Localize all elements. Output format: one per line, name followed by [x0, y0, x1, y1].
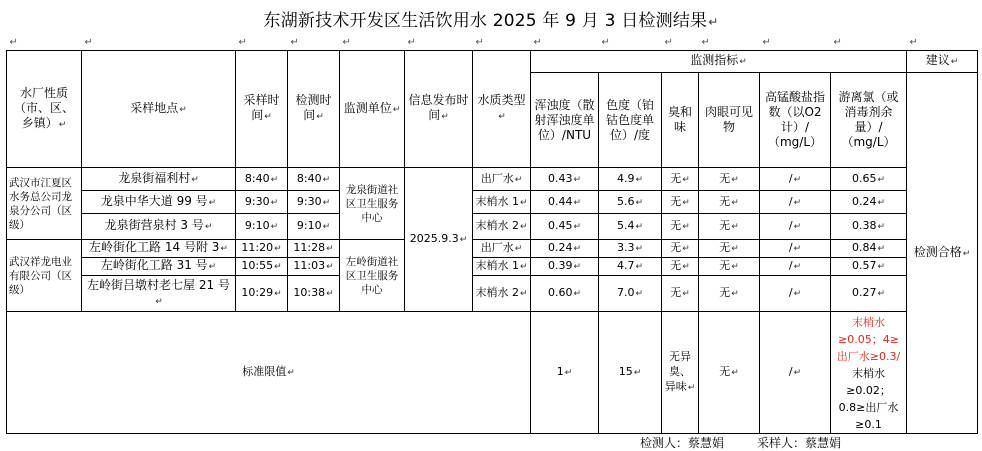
odor-cell: 无↵ — [662, 191, 699, 214]
sample-time-cell: 10:29↵ — [236, 276, 288, 312]
location-cell: 左岭街吕墩村老七屋 21 号↵ — [82, 276, 236, 312]
location-cell: 左岭街化工路 31 号↵ — [82, 258, 236, 276]
limit-turbidity: 1↵ — [531, 312, 599, 434]
table-row — [7, 276, 978, 312]
color-cell: 5.6↵ — [599, 191, 662, 214]
results-table — [6, 35, 978, 434]
limit-chlorine-red: 末梢水≥0.05；4≥出厂水≥0.3/ — [836, 316, 901, 363]
header-turbidity: 浑浊度（散射浑浊度单位）/NTU — [531, 73, 599, 168]
header-odor: 臭和味 — [662, 73, 699, 168]
test-time-cell: 8:40↵ — [288, 168, 340, 191]
table-row — [7, 168, 978, 191]
sample-time-cell: 9:10↵ — [236, 214, 288, 240]
header-permanganate: 高锰酸盐指数（以O2计）/（mg/L） — [760, 73, 831, 168]
limit-odor: 无异臭、异味↵ — [662, 312, 699, 434]
turbidity-cell: 0.43↵ — [531, 168, 599, 191]
table-row — [7, 191, 978, 214]
header-location: 采样地点↵ — [82, 51, 236, 168]
color-cell: 5.4↵ — [599, 214, 662, 240]
test-time-cell: 9:30↵ — [288, 191, 340, 214]
title-text: 东湖新技术开发区生活饮用水 2025 年 9 月 3 日检测结果 — [263, 11, 708, 31]
test-time-cell: 11:03↵ — [288, 258, 340, 276]
perm-cell: /↵ — [760, 191, 831, 214]
perm-cell: /↵ — [760, 214, 831, 240]
standard-limit-row — [7, 312, 978, 434]
visible-cell: 无↵ — [699, 214, 760, 240]
chlorine-cell: 0.38↵ — [831, 214, 907, 240]
table-row — [7, 214, 978, 240]
table-row — [7, 240, 978, 258]
chlorine-cell: 0.65↵ — [831, 168, 907, 191]
tester-signature: 检测人：蔡慧娟 — [640, 436, 725, 450]
header-row-1 — [7, 51, 978, 73]
location-cell: 龙泉中华大道 99 号↵ — [82, 191, 236, 214]
visible-cell: 无↵ — [699, 191, 760, 214]
limit-label: 标准限值↵ — [7, 312, 531, 434]
header-test-time: 检测时间↵ — [288, 51, 340, 168]
water-type-cell: 末梢水 1↵ — [473, 258, 531, 276]
turbidity-cell: 0.60↵ — [531, 276, 599, 312]
water-type-cell: 出厂水↵ — [473, 168, 531, 191]
turbidity-cell: 0.39↵ — [531, 258, 599, 276]
header-color: 色度（铂钴色度单位）/度 — [599, 73, 662, 168]
perm-cell: /↵ — [760, 258, 831, 276]
header-suggestion: 建议↵ — [907, 51, 978, 73]
chlorine-cell: 0.84↵ — [831, 240, 907, 258]
plant-2-name: 武汉祥龙电业有限公司（区级） — [7, 240, 82, 312]
chlorine-cell: 0.24↵ — [831, 191, 907, 214]
plant-2-unit: 左岭街道社区卫生服务中心 — [340, 240, 405, 312]
header-plant: 水厂性质（市、区、乡镇）↵ — [7, 51, 82, 168]
plant-1-name: 武汉市江夏区水务总公司龙泉分公司（区级） — [7, 168, 82, 240]
perm-cell: /↵ — [760, 168, 831, 191]
sample-time-cell: 11:20↵ — [236, 240, 288, 258]
turbidity-cell: 0.45↵ — [531, 214, 599, 240]
test-time-cell: 9:10↵ — [288, 214, 340, 240]
chlorine-cell: 0.27↵ — [831, 276, 907, 312]
odor-cell: 无↵ — [662, 168, 699, 191]
header-visible: 肉眼可见物 — [699, 73, 760, 168]
water-type-cell: 末梢水 2↵ — [473, 214, 531, 240]
limit-chlorine-black: 末梢水≥0.02；0.8≥出厂水≥0.1 — [838, 367, 899, 431]
location-cell: 左岭街化工路 14 号附 3↵ — [82, 240, 236, 258]
odor-cell: 无↵ — [662, 240, 699, 258]
header-sample-time: 采样时间↵ — [236, 51, 288, 168]
sample-time-cell: 10:55↵ — [236, 258, 288, 276]
turbidity-cell: 0.24↵ — [531, 240, 599, 258]
perm-cell: /↵ — [760, 276, 831, 312]
location-cell: 龙泉街营泉村 3 号↵ — [82, 214, 236, 240]
water-type-cell: 末梢水 1↵ — [473, 191, 531, 214]
test-time-cell: 11:28↵ — [288, 240, 340, 258]
header-publish: 信息发布时间↵ — [405, 51, 473, 168]
limit-perm: /↵ — [760, 312, 831, 434]
sample-time-cell: 9:30↵ — [236, 191, 288, 214]
visible-cell: 无↵ — [699, 276, 760, 312]
visible-cell: 无↵ — [699, 168, 760, 191]
water-type-cell: 出厂水↵ — [473, 240, 531, 258]
chlorine-cell: 0.57↵ — [831, 258, 907, 276]
location-cell: 龙泉街福利村↵ — [82, 168, 236, 191]
publish-date-cell: 2025.9.3↵ — [405, 168, 473, 312]
limit-visible: 无↵ — [699, 312, 760, 434]
visible-cell: 无↵ — [699, 240, 760, 258]
plant-1-unit: 龙泉街道社区卫生服务中心 — [340, 168, 405, 240]
header-water-type: 水质类型↵ — [473, 51, 531, 168]
perm-cell: /↵ — [760, 240, 831, 258]
color-cell: 3.3↵ — [599, 240, 662, 258]
cell-marker-row: ↵ ↵ ↵ ↵ ↵ ↵ ↵ ↵ ↵ ↵ ↵ ↵ ↵ ↵ — [7, 35, 978, 51]
test-time-cell: 10:38↵ — [288, 276, 340, 312]
sample-time-cell: 8:40↵ — [236, 168, 288, 191]
odor-cell: 无↵ — [662, 258, 699, 276]
suggestion-cell: 检测合格↵ — [907, 73, 978, 434]
odor-cell: 无↵ — [662, 276, 699, 312]
color-cell: 4.7↵ — [599, 258, 662, 276]
turbidity-cell: 0.44↵ — [531, 191, 599, 214]
visible-cell: 无↵ — [699, 258, 760, 276]
color-cell: 7.0↵ — [599, 276, 662, 312]
water-type-cell: 末梢水 2↵ — [473, 276, 531, 312]
document-title — [0, 6, 982, 31]
header-chlorine: 游离氯（或消毒剂余量）/（mg/L） — [831, 73, 907, 168]
header-indicators: 监测指标↵ — [531, 51, 907, 73]
limit-chlorine — [831, 312, 907, 434]
limit-color: 15↵ — [599, 312, 662, 434]
header-unit: 监测单位↵ — [340, 51, 405, 168]
paragraph-mark: ↵ — [708, 15, 719, 29]
odor-cell: 无↵ — [662, 214, 699, 240]
color-cell: 4.9↵ — [599, 168, 662, 191]
sampler-signature: 采样人：蔡慧娟 — [757, 436, 842, 450]
table-row — [7, 258, 978, 276]
